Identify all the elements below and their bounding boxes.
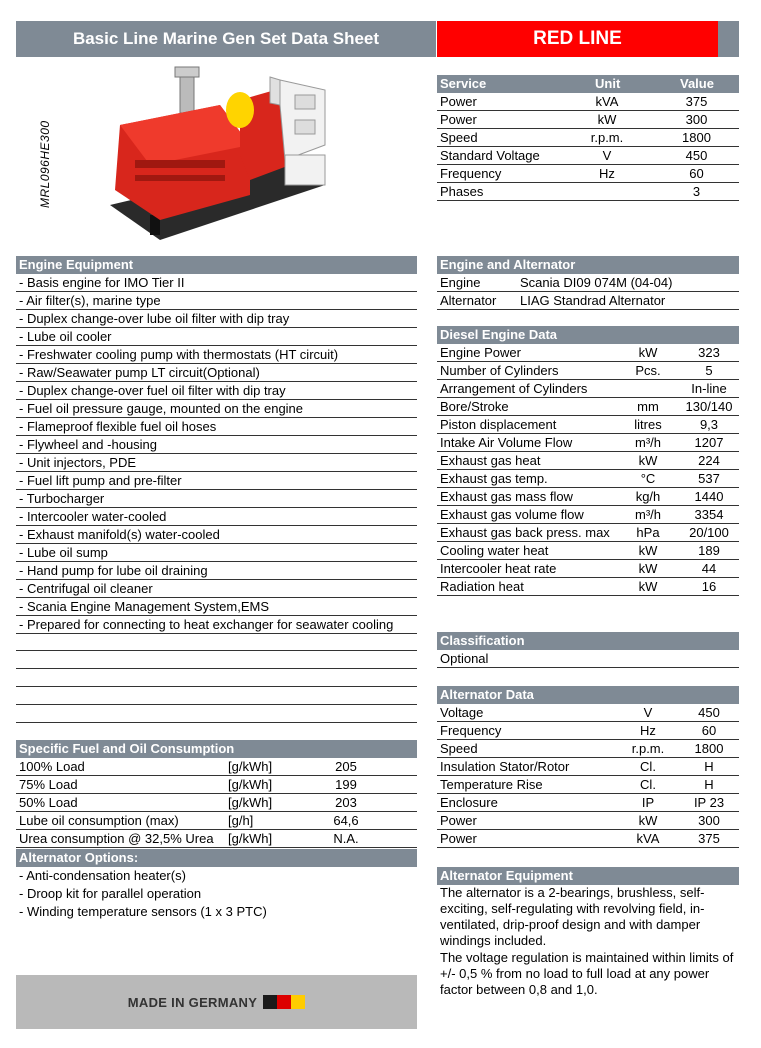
german-flag-icon <box>263 995 305 1009</box>
service-unit: r.p.m. <box>590 130 624 145</box>
diesel-row <box>437 470 739 488</box>
fuel-label: Urea consumption @ 32,5% Urea <box>19 831 214 846</box>
equipment-text: - Fuel oil pressure gauge, mounted on the engine <box>19 401 304 416</box>
alternator-value: IP 23 <box>693 795 725 810</box>
diesel-param: Exhaust gas mass flow <box>440 489 573 504</box>
diesel-unit: °C <box>640 471 656 486</box>
diesel-row <box>437 344 739 362</box>
diesel-unit: Pcs. <box>635 363 661 378</box>
equipment-item <box>16 418 417 436</box>
fuel-value: N.A. <box>333 831 359 846</box>
blank-row <box>16 687 417 705</box>
engine-alternator-row <box>437 274 739 292</box>
alternator-unit: IP <box>641 795 655 810</box>
equipment-item <box>16 616 417 634</box>
service-name: Power <box>440 94 477 109</box>
alternator-unit: V <box>643 705 653 720</box>
service-unit: Hz <box>599 166 615 181</box>
alternator-unit: r.p.m. <box>631 741 665 756</box>
alternator-param: Voltage <box>440 705 484 720</box>
equipment-item <box>16 382 417 400</box>
blank-row <box>16 633 417 651</box>
diesel-value: 1440 <box>694 489 724 504</box>
alternator-data-row <box>437 758 739 776</box>
fuel-label: 75% Load <box>19 777 78 792</box>
equipment-text: - Duplex change-over fuel oil filter with dip tray <box>19 383 286 398</box>
equipment-item <box>16 580 417 598</box>
diesel-unit: mm <box>637 399 659 414</box>
equipment-item <box>16 526 417 544</box>
unit-col-header: Unit <box>595 76 621 91</box>
ea-value: Scania DI09 074M (04-04) <box>520 275 673 290</box>
alternator-data-row <box>437 722 739 740</box>
alternator-data-row <box>437 830 739 848</box>
alternator-value: 300 <box>698 813 720 828</box>
alternator-param: Power <box>440 813 477 828</box>
diesel-value: In-line <box>691 381 727 396</box>
diesel-param: Exhaust gas heat <box>440 453 541 468</box>
diesel-value: 1207 <box>694 435 724 450</box>
alternator-value: 375 <box>698 831 720 846</box>
diesel-row <box>437 434 739 452</box>
equipment-text: - Lube oil cooler <box>19 329 112 344</box>
alternator-data-row <box>437 812 739 830</box>
service-value: 450 <box>685 148 708 163</box>
service-row <box>437 111 739 129</box>
service-row <box>437 93 739 111</box>
blank-row <box>16 669 417 687</box>
diesel-row <box>437 560 739 578</box>
engine-alternator-row <box>437 292 739 310</box>
alternator-options-header: Alternator Options: <box>16 849 417 867</box>
service-header <box>437 75 739 93</box>
equipment-text: - Flywheel and -housing <box>19 437 158 452</box>
equipment-text: - Flameproof flexible fuel oil hoses <box>19 419 217 434</box>
diesel-value: 9,3 <box>699 417 719 432</box>
diesel-row <box>437 362 739 380</box>
equipment-item <box>16 274 417 292</box>
alternator-equipment-text-2: The voltage regulation is maintained within limits of +/- 0,5 % from no load to full load at any power factor between 0,8 and 1,0. <box>440 950 734 997</box>
alternator-param: Enclosure <box>440 795 498 810</box>
alternator-unit: Hz <box>640 723 656 738</box>
alternator-param: Insulation Stator/Rotor <box>440 759 570 774</box>
diesel-param: Cooling water heat <box>440 543 549 558</box>
fuel-label: Lube oil consumption (max) <box>19 813 179 828</box>
service-name: Phases <box>440 184 484 199</box>
alternator-value: 60 <box>701 723 717 738</box>
equipment-text: - Basis engine for IMO Tier II <box>19 275 185 290</box>
diesel-row <box>437 398 739 416</box>
diesel-param: Intercooler heat rate <box>440 561 557 576</box>
service-value: 1800 <box>682 130 711 145</box>
service-row <box>437 129 739 147</box>
fuel-unit: [g/h] <box>228 813 254 828</box>
diesel-param: Bore/Stroke <box>440 399 509 414</box>
diesel-row <box>437 452 739 470</box>
diesel-row <box>437 578 739 596</box>
equipment-item <box>16 292 417 310</box>
diesel-value: 16 <box>701 579 717 594</box>
alternator-value: 1800 <box>694 741 724 756</box>
alternator-param: Power <box>440 831 477 846</box>
diesel-unit: kW <box>638 579 658 594</box>
product-line-label: RED LINE <box>437 21 718 57</box>
diesel-unit: kW <box>638 561 658 576</box>
alternator-equipment-header: Alternator Equipment <box>437 867 739 885</box>
equipment-text: - Duplex change-over lube oil filter with dip tray <box>19 311 290 326</box>
equipment-text: - Exhaust manifold(s) water-cooled <box>19 527 220 542</box>
alternator-data-row <box>437 776 739 794</box>
diesel-row <box>437 506 739 524</box>
equipment-item <box>16 310 417 328</box>
service-row <box>437 147 739 165</box>
equipment-text: - Prepared for connecting to heat exchanger for seawater cooling <box>19 617 394 632</box>
diesel-row <box>437 416 739 434</box>
made-in-germany-text: MADE IN GERMANY <box>127 994 258 1010</box>
service-value: 300 <box>685 112 708 127</box>
ea-label: Alternator <box>440 293 497 308</box>
alternator-unit: Cl. <box>640 759 656 774</box>
fuel-label: 50% Load <box>19 795 78 810</box>
fuel-row <box>16 830 417 848</box>
diesel-row <box>437 542 739 560</box>
fuel-value: 199 <box>335 777 357 792</box>
diesel-param: Exhaust gas temp. <box>440 471 548 486</box>
equipment-item <box>16 544 417 562</box>
fuel-row <box>16 812 417 830</box>
equipment-item <box>16 454 417 472</box>
equipment-item <box>16 490 417 508</box>
diesel-value: 3354 <box>694 507 724 522</box>
equipment-item <box>16 508 417 526</box>
fuel-consumption-header: Specific Fuel and Oil Consumption <box>16 740 417 758</box>
service-name: Power <box>440 112 477 127</box>
alternator-value: H <box>704 777 714 792</box>
diesel-unit: kW <box>638 345 658 360</box>
ea-value: LIAG Standrad Alternator <box>520 293 666 308</box>
fuel-unit: [g/kWh] <box>228 831 273 846</box>
alternator-param: Temperature Rise <box>440 777 543 792</box>
equipment-text: - Turbocharger <box>19 491 105 506</box>
equipment-item <box>16 328 417 346</box>
diesel-param: Piston displacement <box>440 417 557 432</box>
equipment-item <box>16 436 417 454</box>
alternator-value: 450 <box>698 705 720 720</box>
alternator-option-item: - Anti-condensation heater(s) <box>19 868 186 883</box>
alternator-value: H <box>704 759 714 774</box>
equipment-item <box>16 364 417 382</box>
equipment-text: - Intercooler water-cooled <box>19 509 167 524</box>
diesel-row <box>437 524 739 542</box>
equipment-text: - Lube oil sump <box>19 545 108 560</box>
fuel-row <box>16 776 417 794</box>
alternator-data-row <box>437 740 739 758</box>
equipment-text: - Freshwater cooling pump with thermostats (HT circuit) <box>19 347 339 362</box>
diesel-param: Intake Air Volume Flow <box>440 435 573 450</box>
equipment-text: - Air filter(s), marine type <box>19 293 161 308</box>
equipment-item <box>16 562 417 580</box>
fuel-unit: [g/kWh] <box>228 759 273 774</box>
equipment-text: - Raw/Seawater pump LT circuit(Optional) <box>19 365 260 380</box>
diesel-value: 5 <box>705 363 713 378</box>
diesel-value: 323 <box>698 345 720 360</box>
service-unit: V <box>602 148 612 163</box>
diesel-unit: m³/h <box>635 435 661 450</box>
fuel-value: 64,6 <box>333 813 359 828</box>
fuel-value: 203 <box>335 795 357 810</box>
diesel-row <box>437 488 739 506</box>
alternator-option-item: - Droop kit for parallel operation <box>19 886 202 901</box>
diesel-value: 130/140 <box>685 399 733 414</box>
fuel-value: 205 <box>335 759 357 774</box>
alternator-param: Speed <box>440 741 478 756</box>
diesel-row <box>437 380 739 398</box>
equipment-item <box>16 472 417 490</box>
equipment-text: - Hand pump for lube oil draining <box>19 563 208 578</box>
fuel-label: 100% Load <box>19 759 85 774</box>
diesel-unit: kW <box>638 543 658 558</box>
classification-row <box>437 650 739 668</box>
alternator-option-item: - Winding temperature sensors (1 x 3 PTC) <box>19 904 267 919</box>
sheet-title: Basic Line Marine Gen Set Data Sheet <box>16 21 436 57</box>
service-value: 3 <box>692 184 701 199</box>
diesel-value: 44 <box>701 561 717 576</box>
engine-equipment-header: Engine Equipment <box>16 256 417 274</box>
alternator-param: Frequency <box>440 723 502 738</box>
equipment-item <box>16 598 417 616</box>
diesel-param: Number of Cylinders <box>440 363 559 378</box>
engine-alternator-header: Engine and Alternator <box>437 256 739 274</box>
service-unit: kVA <box>595 94 619 109</box>
diesel-param: Engine Power <box>440 345 521 360</box>
service-row <box>437 165 739 183</box>
equipment-text: - Centrifugal oil cleaner <box>19 581 153 596</box>
diesel-unit: litres <box>634 417 662 432</box>
diesel-unit: m³/h <box>635 507 661 522</box>
equipment-text: - Fuel lift pump and pre-filter <box>19 473 182 488</box>
service-name: Frequency <box>440 166 502 181</box>
equipment-text: - Unit injectors, PDE <box>19 455 137 470</box>
service-value: 60 <box>689 166 704 181</box>
alternator-unit: Cl. <box>640 777 656 792</box>
diesel-unit: hPa <box>636 525 660 540</box>
service-row <box>437 183 739 201</box>
value-col-header: Value <box>680 76 714 91</box>
diesel-value: 224 <box>698 453 720 468</box>
diesel-value: 537 <box>698 471 720 486</box>
diesel-param: Exhaust gas volume flow <box>440 507 584 522</box>
classification-header: Classification <box>437 632 739 650</box>
alternator-equipment-text-1: The alternator is a 2-bearings, brushless, self-exciting, self-regulating with revolving field, in-ventilated, drip-proof design and with damper windings included. <box>440 885 705 948</box>
diesel-unit: kg/h <box>635 489 661 504</box>
ea-label: Engine <box>440 275 481 290</box>
diesel-param: Exhaust gas back press. max <box>440 525 610 540</box>
alternator-data-row <box>437 794 739 812</box>
fuel-row <box>16 794 417 812</box>
diesel-unit: kW <box>638 453 658 468</box>
equipment-item <box>16 400 417 418</box>
blank-row <box>16 651 417 669</box>
alternator-data-header: Alternator Data <box>437 686 739 704</box>
service-value: 375 <box>685 94 708 109</box>
genset-image <box>100 65 335 240</box>
diesel-param: Arrangement of Cylinders <box>440 381 588 396</box>
equipment-text: - Scania Engine Management System,EMS <box>19 599 270 614</box>
service-col-header: Service <box>440 76 487 91</box>
service-name: Speed <box>440 130 478 145</box>
service-unit: kW <box>597 112 617 127</box>
header-accent <box>718 21 739 57</box>
alternator-data-row <box>437 704 739 722</box>
diesel-param: Radiation heat <box>440 579 524 594</box>
equipment-item <box>16 346 417 364</box>
fuel-unit: [g/kWh] <box>228 795 273 810</box>
alternator-unit: kVA <box>636 831 660 846</box>
alternator-unit: kW <box>638 813 658 828</box>
diesel-data-header: Diesel Engine Data <box>437 326 739 344</box>
fuel-row <box>16 758 417 776</box>
blank-row <box>16 705 417 723</box>
classification-value: Optional <box>440 651 489 666</box>
made-in-germany-banner <box>16 975 417 1029</box>
service-name: Standard Voltage <box>440 148 540 163</box>
diesel-value: 189 <box>698 543 720 558</box>
diesel-value: 20/100 <box>689 525 729 540</box>
model-number: MRL096HE300 <box>38 120 52 208</box>
fuel-unit: [g/kWh] <box>228 777 273 792</box>
blank-row <box>16 723 417 741</box>
